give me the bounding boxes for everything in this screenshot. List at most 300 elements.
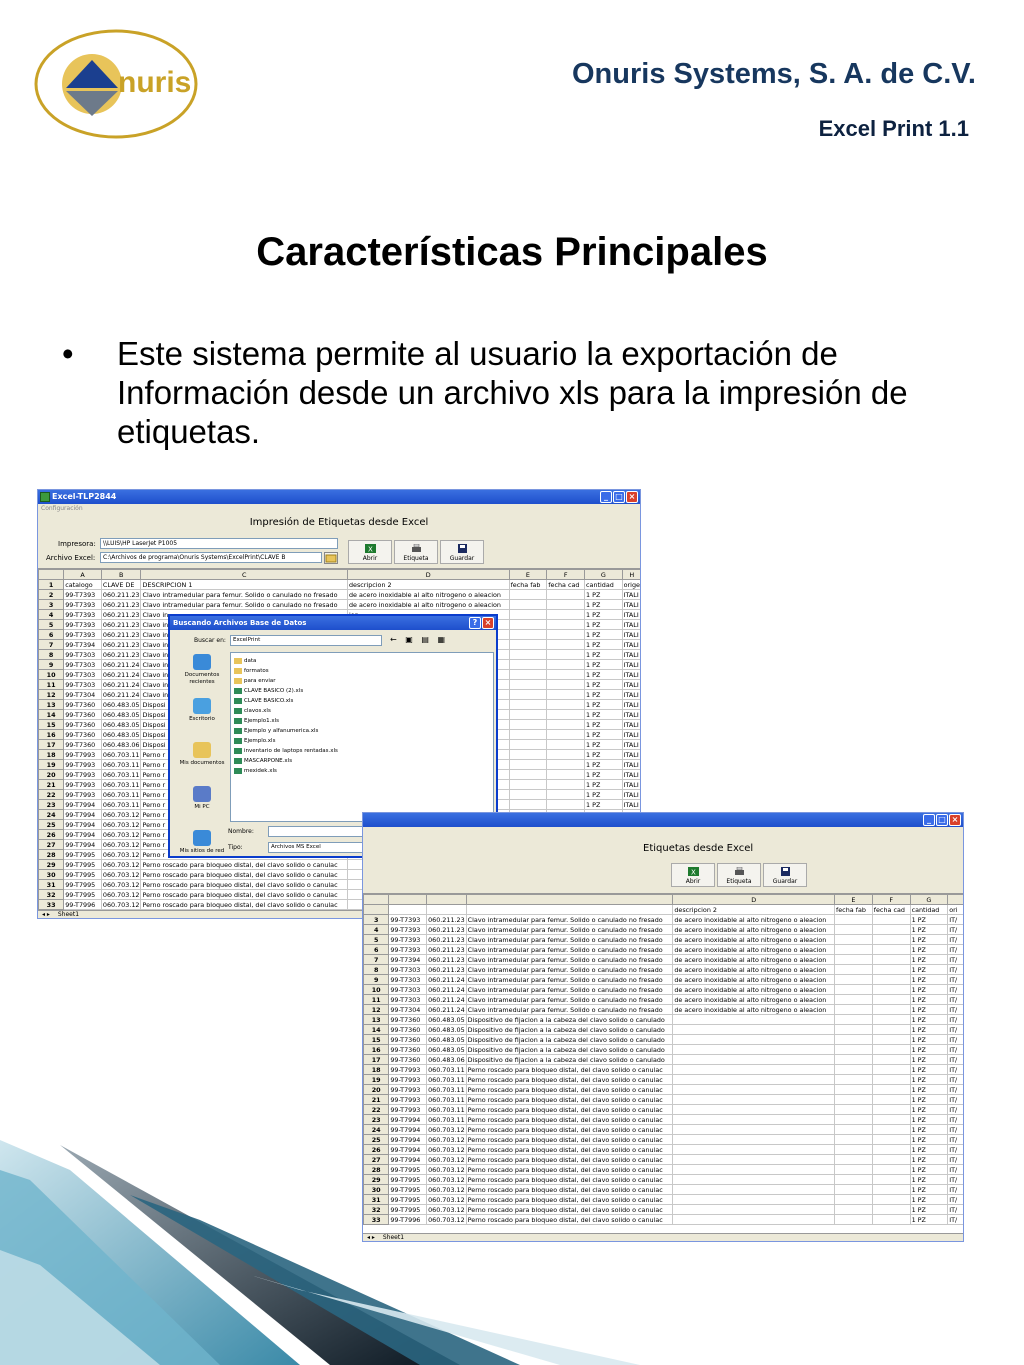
table-cell[interactable] — [509, 640, 547, 650]
row-number[interactable]: 21 — [364, 1095, 389, 1105]
row-number[interactable]: 8 — [364, 965, 389, 975]
table-cell[interactable] — [872, 1165, 910, 1175]
table-cell[interactable]: fecha fab — [835, 905, 873, 915]
table-cell[interactable]: de acero inoxidable al alto nitrogeno o aleacion — [673, 945, 835, 955]
table-cell[interactable]: Perno r — [141, 800, 347, 810]
table-cell[interactable]: 060.703.11 — [428, 1115, 465, 1124]
table-cell[interactable]: 99-T7394 — [64, 640, 102, 650]
table-cell[interactable] — [872, 1185, 910, 1195]
table-cell[interactable]: IT/ — [948, 1045, 964, 1055]
table-cell[interactable]: 99-T7995 — [389, 1195, 427, 1205]
table-cell[interactable]: 1 PZ — [585, 600, 623, 610]
table-cell[interactable]: ITALI — [622, 650, 641, 660]
table-cell[interactable]: Clavo in — [141, 620, 347, 630]
table-cell[interactable] — [509, 690, 547, 700]
table-cell[interactable]: Clavo intramedular para femur. Solido o canulado no fresado — [466, 965, 673, 975]
table-cell[interactable]: 99-T7303 — [64, 680, 102, 690]
table-cell[interactable]: 060.703.11 — [102, 780, 140, 789]
dialog-titlebar[interactable] — [170, 616, 496, 630]
table-cell[interactable]: 060.703.12 — [428, 1205, 465, 1214]
list-item[interactable] — [234, 766, 490, 776]
table-cell[interactable]: 060.211.23 — [428, 925, 465, 934]
table-cell[interactable]: 060.211.23 — [102, 650, 140, 659]
table-cell[interactable] — [835, 1175, 873, 1185]
table-cell[interactable]: 060.483.05 — [102, 710, 140, 719]
table-cell[interactable]: 1 PZ — [910, 1145, 948, 1155]
row-number[interactable]: 18 — [39, 750, 64, 760]
table-cell[interactable]: 99-T7304 — [64, 690, 102, 700]
table-cell[interactable]: Perno roscado para bloqueo distal, del clavo solido o canulac — [466, 1085, 673, 1095]
table-cell[interactable]: Perno roscado para bloqueo distal, del clavo solido o canulac — [141, 890, 347, 900]
table-cell[interactable]: 99-T7995 — [389, 1185, 427, 1195]
table-cell[interactable]: IT/ — [948, 1175, 964, 1185]
table-cell[interactable] — [835, 1165, 873, 1175]
table-cell[interactable] — [547, 600, 585, 610]
place-item[interactable] — [174, 830, 230, 874]
table-cell[interactable] — [835, 1065, 873, 1075]
table-cell[interactable]: IT/ — [948, 1035, 964, 1045]
table-cell[interactable]: ITALI — [622, 720, 641, 730]
table-cell[interactable]: Perno r — [141, 840, 347, 850]
list-item[interactable] — [234, 696, 490, 706]
table-cell[interactable]: IT/ — [948, 1015, 964, 1025]
table-cell[interactable]: IT/ — [948, 1085, 964, 1095]
table-cell[interactable]: 1 PZ — [585, 740, 623, 750]
table-cell[interactable]: Clavo intramedular para femur. Solido o canulado no fresado — [141, 600, 347, 610]
column-header[interactable]: D — [673, 895, 835, 905]
table-cell[interactable]: 99-T7393 — [64, 620, 102, 630]
table-cell[interactable] — [547, 720, 585, 730]
table-cell[interactable] — [872, 1155, 910, 1165]
table-cell[interactable]: 060.211.23 — [102, 600, 140, 609]
table-cell[interactable]: 99-T7360 — [64, 740, 102, 750]
table-cell[interactable]: 99-T7995 — [389, 1175, 427, 1185]
table-cell[interactable]: Dispositivo de fijacion a la cabeza del clavo solido o canulado — [466, 1025, 673, 1035]
table-cell[interactable]: Disposi — [141, 700, 347, 710]
table-cell[interactable]: 99-T7995 — [64, 880, 102, 890]
table-cell[interactable]: Perno roscado para bloqueo distal, del clavo solido o canulac — [141, 870, 347, 880]
row-number[interactable]: 28 — [364, 1165, 389, 1175]
row-number[interactable]: 11 — [39, 680, 64, 690]
table-cell[interactable]: Perno roscado para bloqueo distal, del clavo solido o canulac — [466, 1135, 673, 1145]
column-header[interactable]: F — [547, 570, 585, 580]
row-number[interactable]: 16 — [39, 730, 64, 740]
list-item[interactable] — [234, 676, 490, 686]
table-cell[interactable]: Perno roscado para bloqueo distal, del clavo solido o canulac — [466, 1105, 673, 1115]
file-list[interactable] — [230, 652, 494, 822]
table-cell[interactable]: 99-T7360 — [389, 1035, 427, 1045]
table-cell[interactable] — [673, 1055, 835, 1065]
table-cell[interactable]: IT/ — [948, 1005, 964, 1015]
row-number[interactable]: 30 — [39, 870, 64, 880]
list-item[interactable] — [234, 756, 490, 766]
table-cell[interactable]: 1 PZ — [910, 1205, 948, 1215]
list-item[interactable] — [234, 736, 490, 746]
table-cell[interactable]: 060.483.05 — [428, 1025, 465, 1034]
printer-select[interactable]: \\LUIS\HP LaserJet P1005 — [100, 538, 338, 549]
row-number[interactable]: 19 — [364, 1075, 389, 1085]
table-cell[interactable]: 060.703.12 — [428, 1195, 465, 1204]
table-cell[interactable] — [673, 1195, 835, 1205]
table-cell[interactable] — [872, 1115, 910, 1125]
table-cell[interactable]: 1 PZ — [910, 1105, 948, 1115]
table-cell[interactable] — [547, 620, 585, 630]
table-cell[interactable] — [872, 1105, 910, 1115]
menu-configuracion[interactable]: Configuración — [38, 504, 640, 514]
table-cell[interactable]: Disposi — [141, 730, 347, 740]
table-cell[interactable]: Clavo intramedular para femur. Solido o canulado no fresado — [466, 955, 673, 965]
table-cell[interactable]: Clavo intramedular para femur. Solido o canulado no fresado — [141, 590, 347, 600]
table-cell[interactable] — [673, 1015, 835, 1025]
table-cell[interactable]: ITALI — [622, 750, 641, 760]
place-item[interactable] — [174, 742, 230, 786]
table-cell[interactable]: 060.703.12 — [102, 850, 140, 859]
table-cell[interactable]: Disposi — [141, 710, 347, 720]
table-cell[interactable] — [673, 1105, 835, 1115]
table-cell[interactable] — [835, 1095, 873, 1105]
row-number[interactable]: 14 — [39, 710, 64, 720]
row-number[interactable]: 14 — [364, 1025, 389, 1035]
table-cell[interactable] — [835, 1055, 873, 1065]
table-cell[interactable] — [547, 610, 585, 620]
table-cell[interactable] — [872, 955, 910, 965]
table-cell[interactable]: 99-T7360 — [389, 1045, 427, 1055]
table-cell[interactable] — [835, 1185, 873, 1195]
table-cell[interactable] — [872, 1095, 910, 1105]
table-cell[interactable] — [835, 1035, 873, 1045]
row-number[interactable]: 12 — [364, 1005, 389, 1015]
table-cell[interactable]: IT/ — [948, 1105, 964, 1115]
guardar-button[interactable] — [440, 540, 484, 564]
table-cell[interactable]: Perno r — [141, 820, 347, 830]
table-cell[interactable] — [835, 985, 873, 995]
table-cell[interactable]: Clavo in — [141, 640, 347, 650]
row-number[interactable]: 33 — [39, 900, 64, 910]
table-cell[interactable]: Clavo intramedular para femur. Solido o canulado no fresado — [466, 935, 673, 945]
table-cell[interactable]: catalogo — [64, 580, 102, 590]
table-cell[interactable]: 1 PZ — [910, 995, 948, 1005]
table-cell[interactable]: ITALI — [622, 600, 641, 610]
table-cell[interactable]: 99-T7304 — [389, 1005, 427, 1015]
table-cell[interactable] — [872, 1175, 910, 1185]
table-cell[interactable] — [835, 1205, 873, 1215]
table-cell[interactable] — [547, 730, 585, 740]
table-cell[interactable] — [547, 650, 585, 660]
maximize-button[interactable]: □ — [613, 491, 625, 503]
row-number[interactable]: 22 — [39, 790, 64, 800]
abrir-button[interactable] — [348, 540, 392, 564]
row-number[interactable]: 17 — [364, 1055, 389, 1065]
table-cell[interactable]: 99-T7994 — [64, 800, 102, 810]
list-item[interactable] — [234, 656, 490, 666]
table-cell[interactable]: 99-T7996 — [64, 900, 102, 910]
table-cell[interactable]: 060.703.11 — [428, 1065, 465, 1074]
row-number[interactable]: 26 — [39, 830, 64, 840]
table-cell[interactable]: Clavo in — [141, 650, 347, 660]
table-cell[interactable]: 060.703.11 — [428, 1085, 465, 1094]
table-cell[interactable]: orige — [623, 580, 640, 589]
table-cell[interactable]: IT/ — [948, 1205, 964, 1215]
table-cell[interactable]: 060.703.11 — [102, 760, 140, 769]
table-cell[interactable] — [835, 1145, 873, 1155]
row-number[interactable]: 9 — [39, 660, 64, 670]
table-cell[interactable]: CLAVE DE — [101, 580, 141, 590]
table-cell[interactable] — [509, 730, 547, 740]
table-cell[interactable]: de acero inoxidable al alto nitrogeno o aleacion — [673, 995, 835, 1005]
table-cell[interactable]: 060.703.11 — [428, 1105, 465, 1114]
table-cell[interactable]: 1 PZ — [585, 610, 623, 620]
table-cell[interactable]: 060.483.05 — [102, 720, 140, 729]
table-cell[interactable]: 060.483.06 — [102, 740, 140, 749]
table-cell[interactable] — [509, 740, 547, 750]
row-number[interactable]: 13 — [364, 1015, 389, 1025]
table-cell[interactable]: 99-T7993 — [64, 750, 102, 760]
table-cell[interactable]: cantidad — [585, 580, 623, 590]
table-cell[interactable]: 1 PZ — [910, 985, 948, 995]
table-cell[interactable]: IT/ — [948, 1125, 964, 1135]
table-cell[interactable]: 99-T7995 — [64, 860, 102, 870]
table-cell[interactable] — [547, 770, 585, 780]
table-cell[interactable] — [835, 955, 873, 965]
table-cell[interactable] — [673, 1155, 835, 1165]
table-cell[interactable] — [872, 1195, 910, 1205]
table-cell[interactable]: 1 PZ — [910, 1045, 948, 1055]
list-item[interactable] — [234, 686, 490, 696]
table-cell[interactable] — [509, 660, 547, 670]
table-cell[interactable]: Disposi — [141, 740, 347, 750]
row-number[interactable]: 11 — [364, 995, 389, 1005]
table-cell[interactable]: 060.211.23 — [102, 610, 140, 619]
table-cell[interactable]: 99-T7994 — [64, 830, 102, 840]
table-cell[interactable]: IT/ — [948, 1215, 964, 1225]
window2-abrir-button[interactable] — [671, 863, 715, 887]
table-cell[interactable]: Disposi — [141, 720, 347, 730]
window2-maximize-button[interactable]: □ — [936, 814, 948, 826]
table-cell[interactable]: de acero inoxidable al alto nitrogeno o aleacion — [347, 600, 509, 610]
table-cell[interactable]: 99-T7994 — [64, 820, 102, 830]
list-item[interactable] — [234, 716, 490, 726]
table-cell[interactable] — [673, 1075, 835, 1085]
column-header[interactable]: D — [347, 570, 509, 580]
table-cell[interactable]: 060.211.24 — [428, 995, 465, 1004]
table-cell[interactable] — [872, 935, 910, 945]
table-cell[interactable]: 1 PZ — [585, 780, 623, 790]
table-cell[interactable] — [872, 1025, 910, 1035]
table-cell[interactable]: 060.703.12 — [102, 900, 140, 909]
table-cell[interactable]: 060.211.24 — [428, 1005, 465, 1014]
table-cell[interactable]: 060.483.05 — [428, 1015, 465, 1024]
row-number[interactable]: 18 — [364, 1065, 389, 1075]
table-cell[interactable]: IT/ — [948, 995, 964, 1005]
table-cell[interactable]: 1 PZ — [910, 1185, 948, 1195]
table-cell[interactable]: 060.703.12 — [102, 880, 140, 889]
table-cell[interactable]: 060.211.24 — [102, 680, 140, 689]
row-number[interactable]: 17 — [39, 740, 64, 750]
table-cell[interactable]: IT/ — [948, 985, 964, 995]
sheet-tab[interactable]: Sheet1 — [57, 911, 80, 918]
row-number[interactable]: 6 — [364, 945, 389, 955]
table-cell[interactable] — [547, 760, 585, 770]
table-cell[interactable]: 060.483.05 — [428, 1045, 465, 1054]
table-cell[interactable]: 99-T7360 — [389, 1055, 427, 1065]
row-number[interactable]: 12 — [39, 690, 64, 700]
table-cell[interactable]: IT/ — [948, 925, 964, 935]
table-cell[interactable]: ITALI — [622, 760, 641, 770]
table-cell[interactable]: 1 PZ — [910, 965, 948, 975]
table-cell[interactable]: 1 PZ — [585, 630, 623, 640]
row-number[interactable]: 5 — [364, 935, 389, 945]
row-number[interactable]: 13 — [39, 700, 64, 710]
table-cell[interactable]: Clavo in — [141, 690, 347, 700]
list-item[interactable] — [234, 726, 490, 736]
table-cell[interactable]: 99-T7993 — [64, 770, 102, 780]
place-item[interactable] — [174, 698, 230, 742]
table-cell[interactable]: 1 PZ — [910, 945, 948, 955]
table-cell[interactable]: de acero inoxidable al alto nitrogeno o aleacion — [673, 955, 835, 965]
table-cell[interactable] — [872, 985, 910, 995]
table-cell[interactable]: 060.703.12 — [428, 1165, 465, 1174]
table-cell[interactable]: ITALI — [622, 790, 641, 800]
table-cell[interactable]: 99-T7303 — [389, 975, 427, 985]
table-cell[interactable]: 99-T7393 — [64, 600, 102, 610]
table-cell[interactable]: 99-T7393 — [389, 925, 427, 935]
table-cell[interactable]: 060.703.11 — [102, 770, 140, 779]
help-button[interactable]: ? — [469, 617, 481, 629]
table-cell[interactable] — [673, 1165, 835, 1175]
table-cell[interactable]: Perno roscado para bloqueo distal, del clavo solido o canulac — [466, 1185, 673, 1195]
column-header[interactable] — [39, 570, 64, 580]
table-cell[interactable]: IT/ — [948, 1135, 964, 1145]
table-cell[interactable] — [835, 945, 873, 955]
table-cell[interactable] — [872, 975, 910, 985]
browse-folder-button[interactable] — [324, 552, 338, 564]
table-cell[interactable]: 1 PZ — [910, 1065, 948, 1075]
table-cell[interactable] — [547, 640, 585, 650]
table-cell[interactable]: Perno r — [141, 810, 347, 820]
table-cell[interactable] — [835, 915, 873, 925]
table-cell[interactable] — [547, 680, 585, 690]
table-cell[interactable]: 99-T7360 — [64, 730, 102, 740]
table-cell[interactable] — [872, 995, 910, 1005]
table-cell[interactable]: 1 PZ — [585, 590, 623, 600]
table-cell[interactable]: 99-T7994 — [389, 1145, 427, 1155]
table-cell[interactable]: 99-T7993 — [389, 1095, 427, 1105]
column-header[interactable] — [948, 895, 964, 905]
table-cell[interactable]: 99-T7995 — [389, 1205, 427, 1215]
table-cell[interactable]: Clavo in — [141, 680, 347, 690]
table-cell[interactable]: 060.703.12 — [102, 810, 140, 819]
column-header[interactable]: G — [585, 570, 623, 580]
table-cell[interactable] — [835, 1075, 873, 1085]
row-number[interactable]: 24 — [39, 810, 64, 820]
table-cell[interactable]: 99-T7360 — [389, 1025, 427, 1035]
table-cell[interactable]: 99-T7994 — [389, 1115, 427, 1125]
table-cell[interactable]: ori — [948, 905, 964, 915]
table-cell[interactable] — [509, 610, 547, 620]
table-cell[interactable]: 060.703.12 — [102, 840, 140, 849]
table-cell[interactable] — [509, 600, 547, 610]
table-cell[interactable]: 1 PZ — [910, 1195, 948, 1205]
minimize-button[interactable]: _ — [600, 491, 612, 503]
table-cell[interactable] — [466, 905, 673, 915]
row-number[interactable]: 29 — [39, 860, 64, 870]
table-cell[interactable] — [673, 1205, 835, 1215]
column-header[interactable]: H — [622, 570, 641, 580]
window-titlebar[interactable] — [38, 490, 640, 504]
table-cell[interactable]: 99-T7994 — [389, 1135, 427, 1145]
table-cell[interactable] — [835, 935, 873, 945]
table-cell[interactable]: 060.483.06 — [428, 1055, 465, 1064]
table-cell[interactable]: ITALI — [622, 640, 641, 650]
table-cell[interactable]: Perno roscado para bloqueo distal, del clavo solido o canulac — [466, 1095, 673, 1105]
row-number[interactable]: 22 — [364, 1105, 389, 1115]
row-number[interactable]: 15 — [364, 1035, 389, 1045]
table-cell[interactable]: ITALI — [622, 680, 641, 690]
table-cell[interactable] — [835, 1215, 873, 1225]
table-cell[interactable]: de acero inoxidable al alto nitrogeno o aleacion — [673, 925, 835, 935]
row-number[interactable]: 20 — [364, 1085, 389, 1095]
table-cell[interactable]: 99-T7360 — [64, 700, 102, 710]
table-cell[interactable]: 99-T7303 — [389, 965, 427, 975]
row-number[interactable]: 20 — [39, 770, 64, 780]
column-header[interactable]: F — [872, 895, 910, 905]
table-cell[interactable]: 1 PZ — [585, 720, 623, 730]
column-header[interactable]: E — [509, 570, 547, 580]
table-cell[interactable] — [872, 1015, 910, 1025]
table-cell[interactable]: 99-T7303 — [389, 985, 427, 995]
row-number[interactable]: 6 — [39, 630, 64, 640]
table-cell[interactable]: Perno r — [141, 760, 347, 770]
list-item[interactable] — [234, 746, 490, 756]
table-cell[interactable]: 1 PZ — [585, 620, 623, 630]
table-cell[interactable] — [547, 710, 585, 720]
table-cell[interactable] — [835, 1045, 873, 1055]
table-cell[interactable]: 060.703.11 — [102, 790, 140, 799]
window2-minimize-button[interactable]: _ — [923, 814, 935, 826]
table-cell[interactable]: 060.703.12 — [428, 1215, 465, 1224]
table-cell[interactable]: 99-T7993 — [64, 790, 102, 800]
table-cell[interactable]: 060.211.23 — [102, 630, 140, 639]
table-cell[interactable] — [872, 1005, 910, 1015]
table-cell[interactable] — [835, 1015, 873, 1025]
list-item[interactable] — [234, 666, 490, 676]
table-cell[interactable]: 1 PZ — [585, 680, 623, 690]
table-cell[interactable]: 1 PZ — [585, 690, 623, 700]
table-cell[interactable]: fecha fab — [509, 580, 547, 590]
table-cell[interactable]: descripcion 2 — [673, 905, 835, 915]
table-cell[interactable] — [389, 905, 427, 915]
table-cell[interactable]: Perno roscado para bloqueo distal, del clavo solido o canulac — [141, 880, 347, 890]
table-cell[interactable]: 99-T7995 — [64, 870, 102, 880]
dialog-nav-icons[interactable]: ← ▣ ▤ ▦ — [390, 635, 449, 644]
table-cell[interactable]: IT/ — [948, 1075, 964, 1085]
table-cell[interactable]: 1 PZ — [910, 1155, 948, 1165]
table-cell[interactable]: 99-T7393 — [389, 935, 427, 945]
table-cell[interactable]: 060.211.24 — [428, 985, 465, 994]
lookin-select[interactable] — [230, 635, 382, 646]
table-cell[interactable] — [835, 1105, 873, 1115]
table-cell[interactable]: IT/ — [948, 1055, 964, 1065]
table-cell[interactable]: Perno r — [141, 830, 347, 840]
close-button[interactable]: × — [626, 491, 638, 503]
row-number[interactable]: 27 — [364, 1155, 389, 1165]
table-cell[interactable] — [547, 790, 585, 800]
table-cell[interactable] — [872, 1035, 910, 1045]
table-cell[interactable]: 060.703.12 — [428, 1145, 465, 1154]
table-cell[interactable]: 1 PZ — [585, 730, 623, 740]
table-cell[interactable] — [835, 1195, 873, 1205]
table-cell[interactable] — [872, 925, 910, 935]
